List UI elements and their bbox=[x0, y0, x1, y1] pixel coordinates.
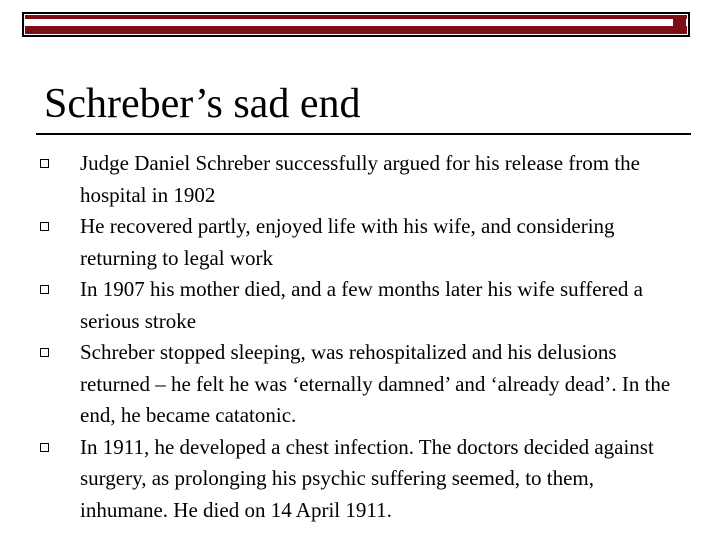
corner-square bbox=[673, 16, 686, 29]
bullet-text: Judge Daniel Schreber successfully argued for his release from the hospital in 1902 bbox=[80, 151, 640, 207]
bullet-item bbox=[40, 211, 680, 274]
hollow-square-bullet-icon bbox=[40, 348, 49, 357]
top-decoration-bar bbox=[22, 12, 690, 37]
hollow-square-bullet-icon bbox=[40, 159, 49, 168]
hollow-square-bullet-icon bbox=[40, 443, 49, 452]
hollow-square-bullet-icon bbox=[40, 285, 49, 294]
bullet-item bbox=[40, 148, 680, 211]
bullet-text: In 1907 his mother died, and a few months later his wife suffered a serious stroke bbox=[80, 277, 643, 333]
bullet-text: Schreber stopped sleeping, was rehospitalized and his delusions returned – he felt he was ‘eternally damned’ and ‘already dead’. In the end, he became catatonic. bbox=[80, 340, 671, 427]
title-underline bbox=[36, 133, 691, 135]
bullet-item bbox=[40, 274, 680, 337]
bullet-item bbox=[40, 432, 680, 527]
bullet-text: In 1911, he developed a chest infection. The doctors decided against surgery, as prolonging his psychic suffering seemed, to them, inhumane. He died on 14 April 1911. bbox=[80, 434, 654, 522]
hollow-square-bullet-icon bbox=[40, 222, 49, 231]
bullet-item bbox=[40, 337, 680, 432]
bottom-stripe bbox=[25, 26, 687, 34]
bullet-list bbox=[40, 148, 680, 526]
slide-title: Schreber’s sad end bbox=[44, 81, 361, 127]
top-stripe bbox=[25, 15, 687, 19]
bullet-text: He recovered partly, enjoyed life with his wife, and considering returning to legal work bbox=[80, 214, 615, 270]
